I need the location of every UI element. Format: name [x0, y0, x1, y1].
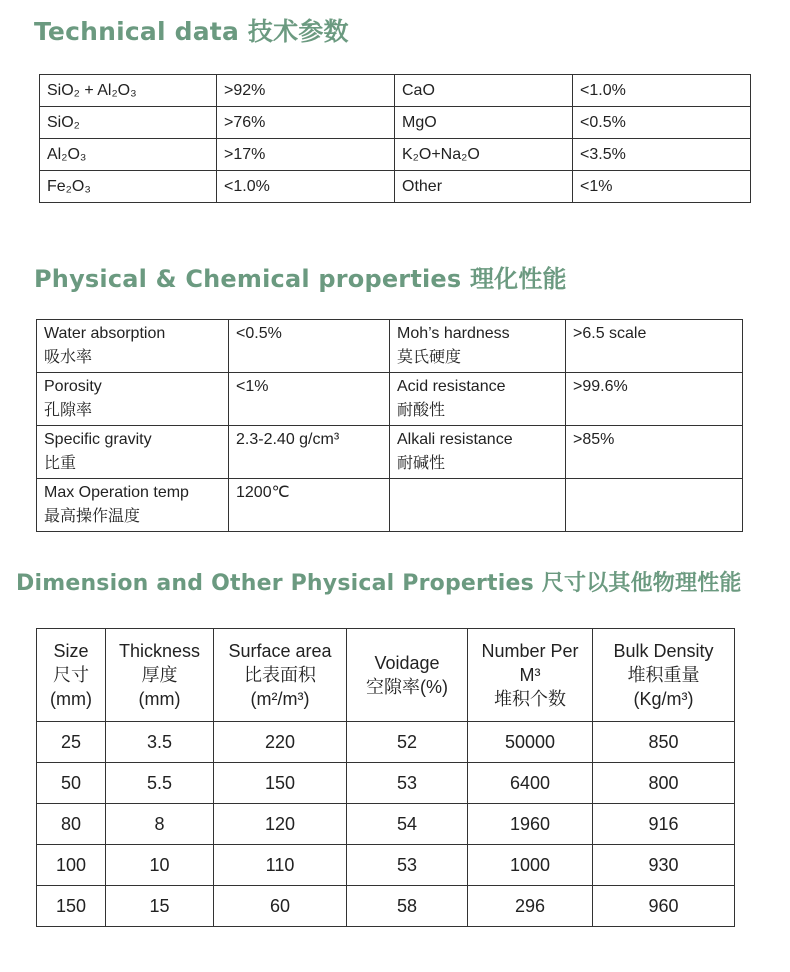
cell-text-en: >99.6%	[573, 378, 628, 395]
property-name-cell	[37, 320, 229, 373]
property-value-cell	[229, 426, 390, 479]
table-row	[37, 479, 743, 532]
header-line: (m²/m³)	[250, 689, 310, 709]
cell-text-en: Max Operation temp	[44, 484, 189, 501]
property-value-cell	[566, 373, 743, 426]
table-row	[40, 75, 751, 107]
dimension-properties-table	[36, 628, 735, 927]
table-cell: 53	[347, 845, 468, 886]
table-cell: 960	[593, 886, 735, 927]
table-row	[40, 171, 751, 203]
table-cell: 150	[214, 763, 347, 804]
property-name-cell: K₂O+Na₂O	[395, 139, 573, 171]
property-value-cell	[566, 479, 743, 532]
table-row	[37, 426, 743, 479]
technical-data-heading: Technical data 技术参数	[34, 17, 349, 46]
table-cell: 15	[106, 886, 214, 927]
table-cell: 58	[347, 886, 468, 927]
table-cell: 53	[347, 763, 468, 804]
table-cell: 850	[593, 722, 735, 763]
cell-text-zh: 比重	[44, 455, 77, 472]
property-name-cell: SiO₂	[40, 107, 217, 139]
table-cell: 25	[37, 722, 106, 763]
property-name-cell	[37, 373, 229, 426]
property-value-cell: >17%	[217, 139, 395, 171]
cell-text-zh: 莫氏硬度	[397, 349, 462, 366]
property-value-cell	[566, 320, 743, 373]
table-row	[37, 845, 735, 886]
header-line: 堆积个数	[494, 689, 566, 709]
table-cell: 3.5	[106, 722, 214, 763]
property-name-cell	[37, 479, 229, 532]
property-name-cell: SiO₂ + Al₂O₃	[40, 75, 217, 107]
property-value-cell: <1%	[573, 171, 751, 203]
table-row	[37, 373, 743, 426]
header-line: (Kg/m³)	[633, 689, 694, 709]
dimension-properties-heading: Dimension and Other Physical Properties 尺寸以其他物理性能	[16, 571, 742, 596]
table-cell: 10	[106, 845, 214, 886]
cell-text-en: 2.3-2.40 g/cm³	[236, 431, 340, 448]
property-name-cell: MgO	[395, 107, 573, 139]
physical-chemical-table	[36, 319, 743, 532]
property-name-cell: Fe₂O₃	[40, 171, 217, 203]
header-line: Size	[53, 641, 89, 661]
property-value-cell: <0.5%	[573, 107, 751, 139]
header-line: 空隙率(%)	[366, 677, 448, 697]
column-header	[37, 629, 106, 722]
cell-text-en: Specific gravity	[44, 431, 152, 448]
table-cell: 150	[37, 886, 106, 927]
cell-text-en: Porosity	[44, 378, 102, 395]
header-line: (mm)	[50, 689, 92, 709]
header-line: Number Per	[481, 641, 579, 661]
header-line: Thickness	[118, 641, 201, 661]
property-value-cell: >76%	[217, 107, 395, 139]
table-header-row	[37, 629, 735, 722]
table-cell: 50000	[468, 722, 593, 763]
column-header	[106, 629, 214, 722]
property-value-cell: <1.0%	[573, 75, 751, 107]
property-value-cell	[229, 320, 390, 373]
header-line: Surface area	[228, 641, 332, 661]
property-value-cell	[229, 373, 390, 426]
header-line: 比表面积	[244, 665, 316, 685]
property-name-cell	[390, 373, 566, 426]
property-name-cell: Al₂O₃	[40, 139, 217, 171]
technical-data-table	[39, 74, 751, 203]
table-cell: 100	[37, 845, 106, 886]
cell-text-zh: 孔隙率	[44, 402, 93, 419]
property-name-cell: CaO	[395, 75, 573, 107]
table-row	[37, 320, 743, 373]
header-line: Bulk Density	[613, 641, 714, 661]
table-cell: 1960	[468, 804, 593, 845]
cell-text-en: Moh’s hardness	[397, 325, 510, 342]
property-value-cell: >92%	[217, 75, 395, 107]
table-cell: 54	[347, 804, 468, 845]
cell-text-en: Alkali resistance	[397, 431, 513, 448]
column-header	[347, 629, 468, 722]
table-cell: 5.5	[106, 763, 214, 804]
cell-text-zh: 最高操作温度	[44, 508, 141, 525]
table-row	[40, 139, 751, 171]
property-name-cell	[390, 320, 566, 373]
header-line: 尺寸	[53, 665, 89, 685]
table-row	[40, 107, 751, 139]
table-cell: 916	[593, 804, 735, 845]
table-cell: 120	[214, 804, 347, 845]
cell-text-en: <0.5%	[236, 325, 282, 342]
table-row	[37, 722, 735, 763]
table-cell: 60	[214, 886, 347, 927]
table-cell: 1000	[468, 845, 593, 886]
property-value-cell: <1.0%	[217, 171, 395, 203]
property-name-cell	[37, 426, 229, 479]
property-name-cell	[390, 426, 566, 479]
column-header	[468, 629, 593, 722]
property-value-cell: <3.5%	[573, 139, 751, 171]
table-cell: 110	[214, 845, 347, 886]
property-value-cell	[566, 426, 743, 479]
table-row	[37, 886, 735, 927]
property-name-cell	[390, 479, 566, 532]
table-row	[37, 804, 735, 845]
cell-text-en: Acid resistance	[397, 378, 506, 395]
cell-text-zh: 吸水率	[44, 349, 93, 366]
cell-text-zh: 耐酸性	[397, 402, 446, 419]
table-row	[37, 763, 735, 804]
table-cell: 80	[37, 804, 106, 845]
cell-text-zh: 耐碱性	[397, 455, 446, 472]
cell-text-en: <1%	[236, 378, 269, 395]
column-header	[593, 629, 735, 722]
header-line: Voidage	[374, 653, 440, 673]
cell-text-en: >85%	[573, 431, 615, 448]
cell-text-en: 1200℃	[236, 484, 290, 501]
table-cell: 800	[593, 763, 735, 804]
header-line: 堆积重量	[627, 665, 700, 685]
header-line: (mm)	[138, 689, 181, 709]
cell-text-en: >6.5 scale	[573, 325, 647, 342]
table-cell: 50	[37, 763, 106, 804]
table-cell: 8	[106, 804, 214, 845]
table-cell: 220	[214, 722, 347, 763]
physical-chemical-heading: Physical & Chemical properties 理化性能	[34, 265, 567, 293]
column-header	[214, 629, 347, 722]
property-name-cell: Other	[395, 171, 573, 203]
table-cell: 296	[468, 886, 593, 927]
table-cell: 930	[593, 845, 735, 886]
header-line: M³	[519, 665, 541, 685]
table-cell: 6400	[468, 763, 593, 804]
header-line: 厚度	[141, 665, 178, 685]
table-cell: 52	[347, 722, 468, 763]
property-value-cell	[229, 479, 390, 532]
cell-text-en: Water absorption	[44, 325, 166, 342]
